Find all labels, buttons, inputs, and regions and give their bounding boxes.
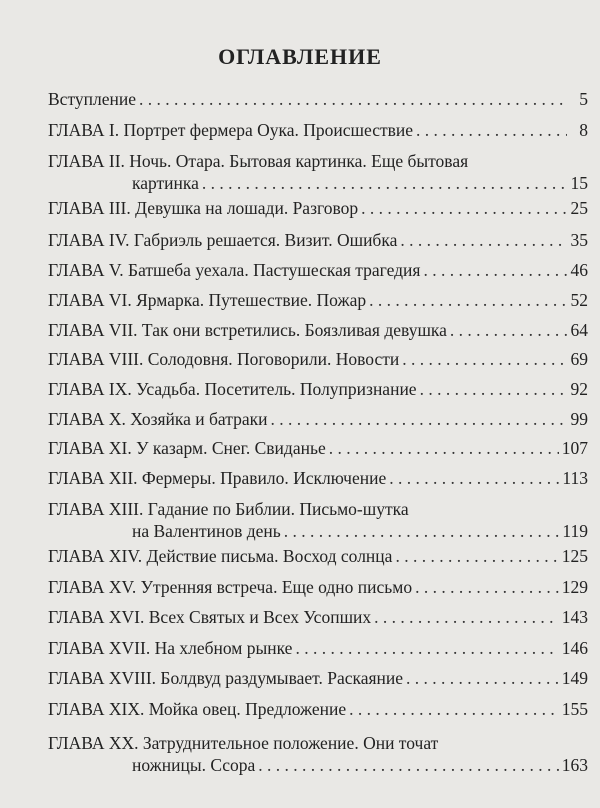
toc-entry (48, 378, 588, 400)
dot-leader (423, 259, 567, 281)
toc-entry (48, 576, 588, 598)
dot-leader (400, 229, 567, 251)
toc-entry (48, 119, 588, 141)
toc-entry (48, 667, 588, 689)
toc-entry-page-number: 35 (570, 230, 588, 250)
toc-entry-title-line: ГЛАВА XX. Затруднительное положение. Они точат (48, 733, 439, 753)
toc-entry-title-line: ГЛАВА II. Ночь. Отара. Бытовая картинка. Еще бытовая (48, 151, 469, 171)
dot-leader (202, 172, 567, 194)
toc-entry-title: ГЛАВА XVIII. Болдвуд раздумывает. Раскаяние (48, 668, 404, 688)
toc-entry (48, 319, 588, 341)
toc-entry-title: Вступление (48, 89, 136, 109)
toc-entry-row (48, 289, 588, 311)
toc-entry-title: ГЛАВА XVII. На хлебном рынке (48, 638, 293, 658)
toc-entry-title: ГЛАВА XI. У казарм. Снег. Свиданье (48, 438, 326, 458)
toc-entry-row (48, 229, 588, 251)
toc-entry (48, 348, 588, 370)
toc-entry-row (48, 348, 588, 370)
toc-entry-row (48, 754, 588, 776)
toc-entry (48, 259, 588, 281)
toc-entry (48, 197, 588, 219)
toc-entry-row (48, 606, 588, 628)
toc-entry-row (48, 698, 588, 720)
toc-entry (48, 408, 588, 430)
dot-leader (258, 754, 558, 776)
toc-entry-title: ГЛАВА IX. Усадьба. Посетитель. Полупризнание (48, 379, 417, 399)
dot-leader (416, 119, 567, 141)
toc-entry-title: ГЛАВА XIV. Действие письма. Восход солнца (48, 546, 393, 566)
toc-entry-page-number: 155 (561, 699, 588, 719)
dot-leader (329, 437, 559, 459)
toc-entry-page-number: 149 (561, 668, 588, 688)
toc-entry-page-number: 8 (579, 120, 588, 140)
toc-entry (48, 732, 588, 776)
toc-entry-title: ГЛАВА V. Батшеба уехала. Пастушеская трагедия (48, 260, 421, 280)
toc-entry-title: ГЛАВА I. Портрет фермера Оука. Происшествие (48, 120, 414, 140)
toc-entry-page-number: 46 (570, 260, 588, 280)
toc-entry (48, 88, 588, 110)
toc-entry-row (48, 467, 588, 489)
dot-leader (395, 545, 558, 567)
dot-leader (295, 637, 558, 659)
toc-entry-row (48, 545, 588, 567)
dot-leader (139, 88, 567, 110)
toc-entry (48, 637, 588, 659)
toc-entry-title: ГЛАВА IV. Габриэль решается. Визит. Ошибка (48, 230, 398, 250)
toc-entry-page-number: 5 (579, 89, 588, 109)
toc-entry-row (48, 520, 588, 542)
toc-entry-page-number: 92 (570, 379, 588, 399)
toc-entry-title: ГЛАВА XVI. Всех Святых и Всех Усопших (48, 607, 372, 627)
toc-entry-page-number: 52 (570, 290, 588, 310)
toc-entry-row (48, 378, 588, 400)
toc-entry-title: ГЛАВА XII. Фермеры. Правило. Исключение (48, 468, 387, 488)
toc-entry-title: ГЛАВА VI. Ярмарка. Путешествие. Пожар (48, 290, 367, 310)
toc-entry-row (48, 319, 588, 341)
dot-leader (369, 289, 567, 311)
dot-leader (415, 576, 559, 598)
toc-entry (48, 150, 588, 194)
toc-entry-row (48, 437, 588, 459)
toc-entry-row (48, 197, 588, 219)
toc-entry-row (48, 259, 588, 281)
toc-entry-page-number: 113 (562, 468, 588, 488)
dot-leader (374, 606, 559, 628)
toc-entry (48, 229, 588, 251)
toc-entry-title: ГЛАВА VIII. Солодовня. Поговорили. Новости (48, 349, 400, 369)
toc-entry-page-number: 163 (561, 755, 588, 775)
toc-entry (48, 289, 588, 311)
page-title: ОГЛАВЛЕНИЕ (218, 44, 382, 69)
toc-entry-title: на Валентинов день (132, 521, 281, 541)
dot-leader (406, 667, 559, 689)
toc-entry-row (48, 119, 588, 141)
toc-entry-title: ГЛАВА XV. Утренняя встреча. Еще одно письмо (48, 577, 413, 597)
toc-entry-title: ГЛАВА III. Девушка на лошади. Разговор (48, 198, 359, 218)
dot-leader (361, 197, 567, 219)
toc-entry (48, 606, 588, 628)
dot-leader (389, 467, 559, 489)
toc-entry-row (48, 408, 588, 430)
toc-entry-title-line: ГЛАВА XIII. Гадание по Библии. Письмо-шутка (48, 499, 409, 519)
toc-entry-title: ГЛАВА X. Хозяйка и батраки (48, 409, 268, 429)
toc-entry-page-number: 129 (561, 577, 588, 597)
toc-entry-row (48, 88, 588, 110)
dot-leader (349, 698, 559, 720)
dot-leader (402, 348, 567, 370)
toc-entry-title: ножницы. Ссора (132, 755, 256, 775)
toc-entry (48, 498, 588, 542)
toc-entry-page-number: 99 (570, 409, 588, 429)
toc-entry-title: ГЛАВА VII. Так они встретились. Боязливая девушка (48, 320, 447, 340)
toc-entry-title: картинка (132, 173, 199, 193)
toc-entry-page-number: 125 (561, 546, 588, 566)
dot-leader (450, 319, 567, 341)
toc-entry-page-number: 107 (561, 438, 588, 458)
toc-entry-page-number: 64 (570, 320, 588, 340)
dot-leader (420, 378, 567, 400)
toc-entry-page-number: 146 (561, 638, 588, 658)
toc-entry-page-number: 119 (562, 521, 588, 541)
dot-leader (270, 408, 567, 430)
toc-entry-row (48, 667, 588, 689)
toc-entry (48, 545, 588, 567)
toc-entry-page-number: 25 (570, 198, 588, 218)
toc-entry (48, 467, 588, 489)
toc-entry-page-number: 15 (570, 173, 588, 193)
dot-leader (284, 520, 560, 542)
toc-entry-row (48, 172, 588, 194)
toc-entry-row (48, 576, 588, 598)
toc-entry (48, 437, 588, 459)
toc-entry (48, 698, 588, 720)
toc-entry-title: ГЛАВА XIX. Мойка овец. Предложение (48, 699, 347, 719)
toc-entry-row (48, 637, 588, 659)
toc-entry-page-number: 143 (561, 607, 588, 627)
toc-entry-page-number: 69 (570, 349, 588, 369)
